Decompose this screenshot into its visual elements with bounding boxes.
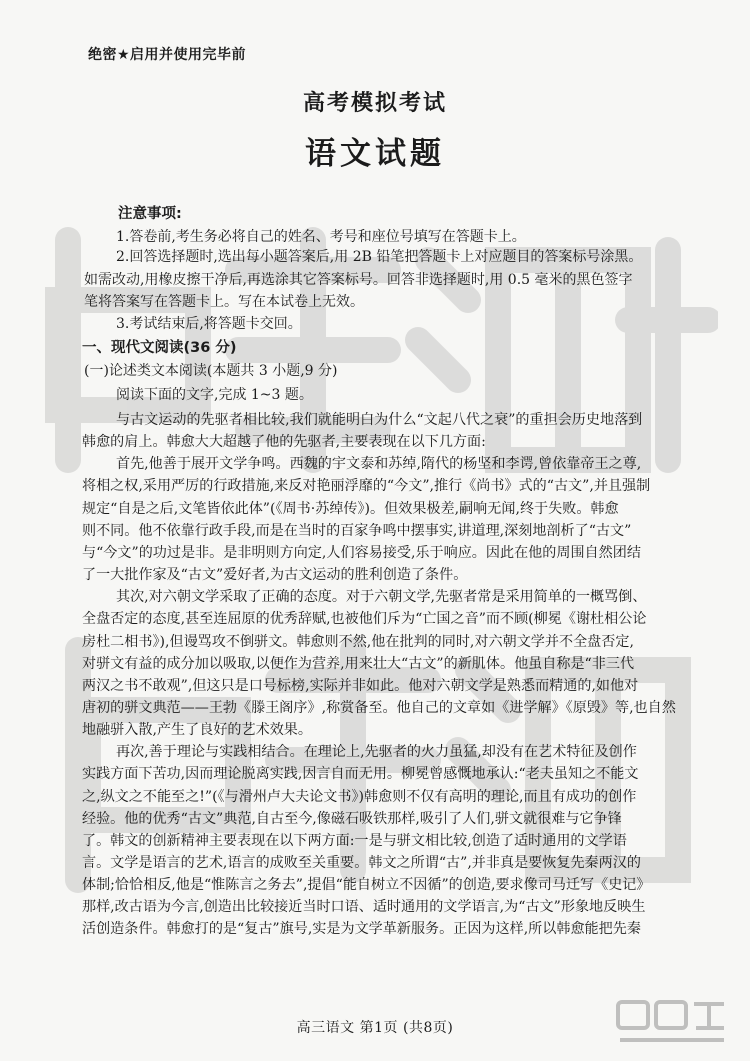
body-line: 房杜二相书》),但谩骂攻不倒骈文。韩愈则不然,他在批判的同时,对六朝文学并不全盘否定, <box>82 633 634 650</box>
body-line: 了一大批作家及“古文”爱好者,为古文运动的胜利创造了条件。 <box>82 567 468 584</box>
body-line: 实践方面下苦功,因而理论脱离实践,因言自而无用。柳冕曾感慨地承认:“老夫虽知之不能文 <box>82 766 639 783</box>
body-line: 首先,他善于展开文学争鸣。西魏的宇文泰和苏绰,隋代的杨坚和李谔,曾依靠帝王之尊, <box>116 456 642 473</box>
body-line: 了。韩文的创新精神主要表现在以下两方面:一是与骈文相比较,创造了适时通用的文学语 <box>82 832 627 849</box>
body-line: 言。文学是语言的艺术,语言的成败至关重要。韩文之所谓“古”,并非真是要恢复先秦两汉的 <box>82 855 641 871</box>
page-footer: 高三语文 第1页 (共8页) <box>296 1020 454 1036</box>
body-line: 唐初的骈文典范——王勃《滕王阁序》,称赏备至。他自己的文章如《进学解》《原毁》等,也自然 <box>82 699 676 716</box>
body-line: 地融骈入散,产生了良好的艺术效果。 <box>82 722 312 739</box>
confidential-label: 绝密★启用并使用完毕前 <box>88 47 247 63</box>
body-line: 再次,善于理论与实践相结合。在理论上,先驱者的火力虽猛,却没有在艺术特征及创作 <box>116 744 637 761</box>
corner-logo-graphic <box>612 996 732 1052</box>
note-line: 如需改动,用橡皮擦干净后,再选涂其它答案标号。回答非选择题时,用 0.5 毫米的黑色签字 <box>84 272 633 288</box>
note-line: 笔将答案写在答题卡上。写在本试卷上无效。 <box>84 294 364 310</box>
note-line: 1.答卷前,考生务必将自己的姓名、考号和座位号填写在答题卡上。 <box>116 229 526 245</box>
body-line: 之,纵文之不能至之!”(《与滑州卢大夫论文书》)韩愈则不仅有高明的理论,而且有成功的创作 <box>82 788 637 805</box>
body-line: 那样,改古语为今言,创造出比较接近当时口语、适时通用的文学语言,为“古文”形象地反映生 <box>82 899 646 916</box>
body-line: 两汉之书不敢观”,但这只是口号标榜,实际并非如此。他对六朝文学是熟悉而精通的,如他对 <box>82 677 639 694</box>
body-line: 将相之权,采用严厉的行政措施,来反对艳丽浮靡的“今文”,推行《尚书》式的“古文”,并且强制 <box>82 478 651 495</box>
body-line: 经验。他的优秀“古文”典范,自古至今,像磁石吸铁那样,吸引了人们,骈文就很难与它争锋 <box>82 810 622 827</box>
subject-title: 语文试题 <box>305 136 445 172</box>
body-line: 活创造条件。韩愈打的是“复古”旗号,实是为文学革新服务。正因为这样,所以韩愈能把先秦 <box>82 921 641 938</box>
body-line: 全盘否定的态度,甚至连屈原的优秀辞赋,也被他们斥为“亡国之音”而不顾(柳冕《谢杜相公论 <box>82 611 647 628</box>
body-line: 韩愈的肩上。韩愈大大超越了他的先驱者,主要表现在以下几方面: <box>82 434 486 451</box>
body-line: 体制;恰恰相反,他是“惟陈言之务去”,提倡“能自树立不因循”的创造,要求像司马迁写《史记》 <box>82 877 651 894</box>
sub-heading: (一)论述类文本阅读(本题共 3 小题,9 分) <box>84 363 338 379</box>
notes-heading: 注意事项: <box>118 206 182 222</box>
body-line: 与“今文”的功过是非。是非明则方向定,人们容易接受,乐于响应。因此在他的周围自然团结 <box>82 544 641 561</box>
section-heading: 一、现代文阅读(36 分) <box>82 340 237 356</box>
body-line: 规定“自是之后,文笔皆依此体”(《周书·苏绰传》)。但效果极差,嗣响无闻,终于失败。韩愈 <box>82 500 619 517</box>
note-line: 3.考试结束后,将答题卡交回。 <box>116 316 302 332</box>
body-line: 则不同。他不依靠行政手段,而是在当时的百家争鸣中摆事实,讲道理,深刻地剖析了“古文” <box>82 522 632 539</box>
body-line: 对骈文有益的成分加以吸取,以便作为营养,用来壮大“古文”的新肌体。他虽自称是“非三代 <box>82 655 635 672</box>
body-line: 其次,对六朝文学采取了正确的态度。对于六朝文学,先驱者常是采用简单的一概骂倒、 <box>116 589 647 606</box>
body-line: 与古文运动的先驱者相比较,我们就能明白为什么“文起八代之衰”的重担会历史地落到 <box>116 412 643 428</box>
note-line: 2.回答选择题时,选出每小题答案后,用 2B 铅笔把答题卡上对应题目的答案标号涂黑。 <box>116 249 643 265</box>
instruction-text: 阅读下面的文字,完成 1~3 题。 <box>116 387 313 403</box>
exam-title: 高考模拟考试 <box>302 90 447 116</box>
